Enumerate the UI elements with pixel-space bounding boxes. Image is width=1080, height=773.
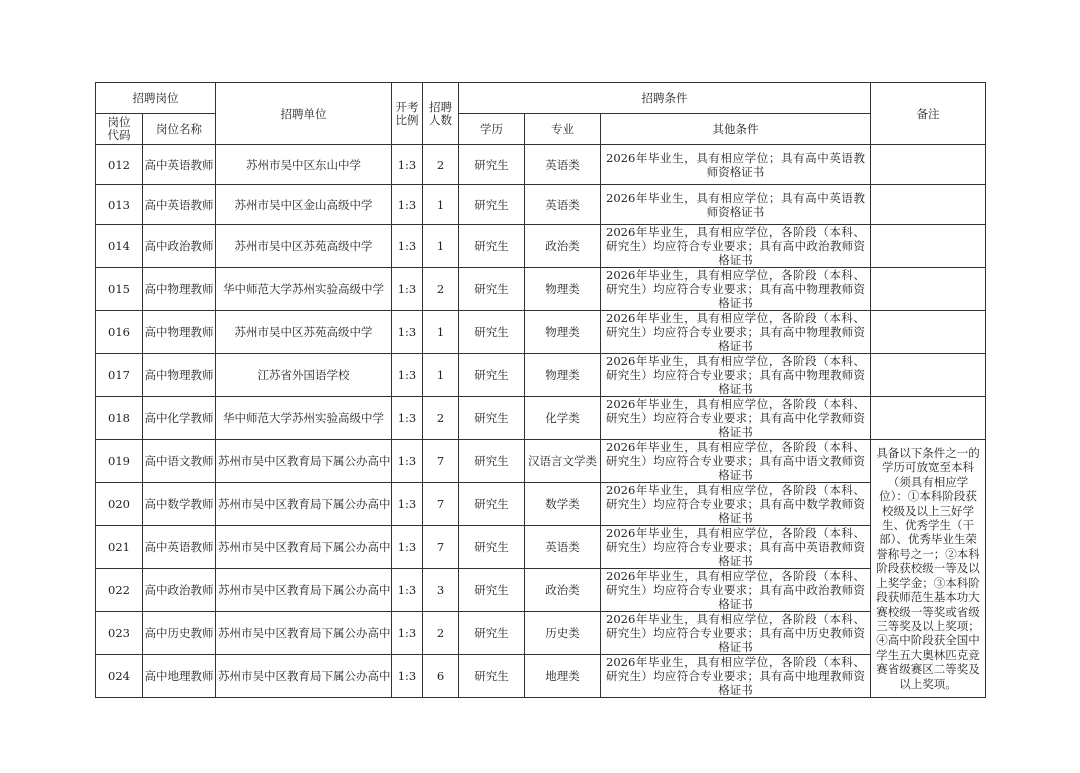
table-row (96, 354, 986, 397)
header-education: 学历 (459, 114, 525, 145)
cell-name: 高中语文教师 (143, 440, 216, 483)
cell-ratio: 1:3 (392, 526, 423, 569)
cell-count: 2 (423, 612, 459, 655)
table-row (96, 311, 986, 354)
cell-code: 021 (96, 526, 143, 569)
cell-education: 研究生 (459, 354, 525, 397)
cell-major: 英语类 (525, 145, 601, 185)
cell-code: 014 (96, 225, 143, 268)
cell-other: 2026年毕业生，具有相应学位，各阶段（本科、研究生）均应符合专业要求；具有高中物理教师资格证书 (601, 268, 871, 311)
cell-major: 地理类 (525, 655, 601, 698)
cell-other: 2026年毕业生，具有相应学位，各阶段（本科、研究生）均应符合专业要求；具有高中政治教师资格证书 (601, 225, 871, 268)
cell-major: 英语类 (525, 526, 601, 569)
cell-unit: 苏州市吴中区教育局下属公办高中 (216, 612, 392, 655)
cell-unit: 华中师范大学苏州实验高级中学 (216, 268, 392, 311)
cell-other: 2026年毕业生，具有相应学位，各阶段（本科、研究生）均应符合专业要求；具有高中历史教师资格证书 (601, 612, 871, 655)
cell-education: 研究生 (459, 526, 525, 569)
header-ratio-text: 开考比例 (395, 99, 419, 127)
header-conditions: 招聘条件 (459, 83, 871, 114)
cell-major: 政治类 (525, 569, 601, 612)
cell-name: 高中化学教师 (143, 397, 216, 440)
cell-other: 2026年毕业生，具有相应学位，各阶段（本科、研究生）均应符合专业要求；具有高中物理教师资格证书 (601, 354, 871, 397)
header-count (423, 83, 459, 145)
table-row (96, 225, 986, 268)
cell-name: 高中地理教师 (143, 655, 216, 698)
cell-count: 1 (423, 354, 459, 397)
cell-education: 研究生 (459, 185, 525, 225)
cell-count: 2 (423, 145, 459, 185)
cell-ratio: 1:3 (392, 655, 423, 698)
cell-code: 012 (96, 145, 143, 185)
cell-name: 高中英语教师 (143, 145, 216, 185)
cell-code: 020 (96, 483, 143, 526)
header-name: 岗位名称 (143, 114, 216, 145)
cell-code: 017 (96, 354, 143, 397)
cell-remark (871, 225, 986, 268)
header-position-group: 招聘岗位 (96, 83, 216, 114)
table-row (96, 397, 986, 440)
cell-code: 015 (96, 268, 143, 311)
cell-education: 研究生 (459, 655, 525, 698)
cell-major: 化学类 (525, 397, 601, 440)
cell-education: 研究生 (459, 311, 525, 354)
header-other: 其他条件 (601, 114, 871, 145)
cell-ratio: 1:3 (392, 145, 423, 185)
cell-education: 研究生 (459, 569, 525, 612)
cell-ratio: 1:3 (392, 483, 423, 526)
cell-name: 高中数学教师 (143, 483, 216, 526)
cell-other: 2026年毕业生，具有相应学位，各阶段（本科、研究生）均应符合专业要求；具有高中英语教师资格证书 (601, 526, 871, 569)
cell-code: 013 (96, 185, 143, 225)
cell-ratio: 1:3 (392, 612, 423, 655)
header-unit: 招聘单位 (216, 83, 392, 145)
cell-ratio: 1:3 (392, 354, 423, 397)
cell-unit: 苏州市吴中区东山中学 (216, 145, 392, 185)
cell-ratio: 1:3 (392, 225, 423, 268)
cell-count: 7 (423, 483, 459, 526)
table-row (96, 185, 986, 225)
cell-other: 2026年毕业生，具有相应学位，各阶段（本科、研究生）均应符合专业要求；具有高中化学教师资格证书 (601, 397, 871, 440)
cell-name: 高中英语教师 (143, 185, 216, 225)
cell-unit: 苏州市吴中区教育局下属公办高中 (216, 526, 392, 569)
table-row (96, 268, 986, 311)
header-ratio (392, 83, 423, 145)
cell-major: 物理类 (525, 268, 601, 311)
cell-education: 研究生 (459, 225, 525, 268)
header-code-text: 岗位代码 (107, 115, 131, 142)
cell-major: 政治类 (525, 225, 601, 268)
header-code (96, 114, 143, 145)
cell-other: 2026年毕业生，具有相应学位，各阶段（本科、研究生）均应符合专业要求；具有高中政治教师资格证书 (601, 569, 871, 612)
cell-name: 高中物理教师 (143, 268, 216, 311)
cell-unit: 苏州市吴中区教育局下属公办高中 (216, 483, 392, 526)
cell-education: 研究生 (459, 145, 525, 185)
cell-unit: 苏州市吴中区教育局下属公办高中 (216, 569, 392, 612)
table-row (96, 569, 986, 612)
table-row (96, 612, 986, 655)
cell-name: 高中物理教师 (143, 311, 216, 354)
cell-remark (871, 268, 986, 311)
cell-count: 1 (423, 185, 459, 225)
cell-education: 研究生 (459, 440, 525, 483)
table-row (96, 145, 986, 185)
cell-education: 研究生 (459, 483, 525, 526)
cell-remark (871, 145, 986, 185)
cell-other: 2026年毕业生，具有相应学位，各阶段（本科、研究生）均应符合专业要求；具有高中语文教师资格证书 (601, 440, 871, 483)
cell-name: 高中物理教师 (143, 354, 216, 397)
cell-other: 2026年毕业生，具有相应学位；具有高中英语教师资格证书 (601, 145, 871, 185)
cell-code: 022 (96, 569, 143, 612)
header-count-text: 招聘人数 (428, 99, 452, 127)
cell-education: 研究生 (459, 397, 525, 440)
cell-other: 2026年毕业生，具有相应学位，各阶段（本科、研究生）均应符合专业要求；具有高中地理教师资格证书 (601, 655, 871, 698)
cell-unit: 华中师范大学苏州实验高级中学 (216, 397, 392, 440)
cell-unit: 苏州市吴中区教育局下属公办高中 (216, 440, 392, 483)
cell-remark (871, 354, 986, 397)
cell-unit: 苏州市吴中区苏苑高级中学 (216, 311, 392, 354)
cell-ratio: 1:3 (392, 440, 423, 483)
cell-name: 高中政治教师 (143, 569, 216, 612)
cell-count: 7 (423, 440, 459, 483)
cell-major: 数学类 (525, 483, 601, 526)
cell-ratio: 1:3 (392, 569, 423, 612)
cell-unit: 苏州市吴中区教育局下属公办高中 (216, 655, 392, 698)
cell-remark (871, 311, 986, 354)
cell-code: 024 (96, 655, 143, 698)
table-row (96, 655, 986, 698)
cell-count: 1 (423, 225, 459, 268)
cell-ratio: 1:3 (392, 268, 423, 311)
cell-unit: 苏州市吴中区苏苑高级中学 (216, 225, 392, 268)
cell-ratio: 1:3 (392, 185, 423, 225)
cell-major: 历史类 (525, 612, 601, 655)
header-remark: 备注 (871, 83, 986, 145)
cell-count: 1 (423, 311, 459, 354)
cell-major: 英语类 (525, 185, 601, 225)
header-row-1 (96, 83, 986, 114)
cell-other: 2026年毕业生，具有相应学位，各阶段（本科、研究生）均应符合专业要求；具有高中物理教师资格证书 (601, 311, 871, 354)
cell-count: 2 (423, 397, 459, 440)
cell-education: 研究生 (459, 268, 525, 311)
cell-education: 研究生 (459, 612, 525, 655)
table-row (96, 483, 986, 526)
table-row (96, 526, 986, 569)
cell-name: 高中历史教师 (143, 612, 216, 655)
cell-code: 023 (96, 612, 143, 655)
table-body (96, 83, 986, 698)
cell-unit: 江苏省外国语学校 (216, 354, 392, 397)
table-row (96, 440, 986, 483)
cell-count: 2 (423, 268, 459, 311)
cell-other: 2026年毕业生，具有相应学位；具有高中英语教师资格证书 (601, 185, 871, 225)
cell-remark (871, 397, 986, 440)
header-major: 专业 (525, 114, 601, 145)
cell-major: 汉语言文学类 (525, 440, 601, 483)
cell-remark (871, 185, 986, 225)
cell-count: 3 (423, 569, 459, 612)
cell-unit: 苏州市吴中区金山高级中学 (216, 185, 392, 225)
cell-count: 7 (423, 526, 459, 569)
cell-count: 6 (423, 655, 459, 698)
cell-ratio: 1:3 (392, 311, 423, 354)
cell-major: 物理类 (525, 311, 601, 354)
cell-code: 019 (96, 440, 143, 483)
cell-code: 018 (96, 397, 143, 440)
cell-other: 2026年毕业生，具有相应学位，各阶段（本科、研究生）均应符合专业要求；具有高中数学教师资格证书 (601, 483, 871, 526)
cell-remark-merged: 具备以下条件之一的学历可放宽至本科（须具有相应学位）：①本科阶段获校级及以上三好学生、优秀学生（干部）、优秀毕业生荣誉称号之一；②本科阶段获校级一等及以上奖学金；③本科阶段获师范生基本功大赛校级一等奖或省级三等奖及以上奖项；④高中阶段获全国中学生五大奥林匹克竞赛省级赛区二等奖及以上奖项。 (871, 440, 986, 698)
recruitment-table (95, 82, 986, 698)
cell-ratio: 1:3 (392, 397, 423, 440)
cell-name: 高中政治教师 (143, 225, 216, 268)
cell-major: 物理类 (525, 354, 601, 397)
cell-code: 016 (96, 311, 143, 354)
cell-name: 高中英语教师 (143, 526, 216, 569)
